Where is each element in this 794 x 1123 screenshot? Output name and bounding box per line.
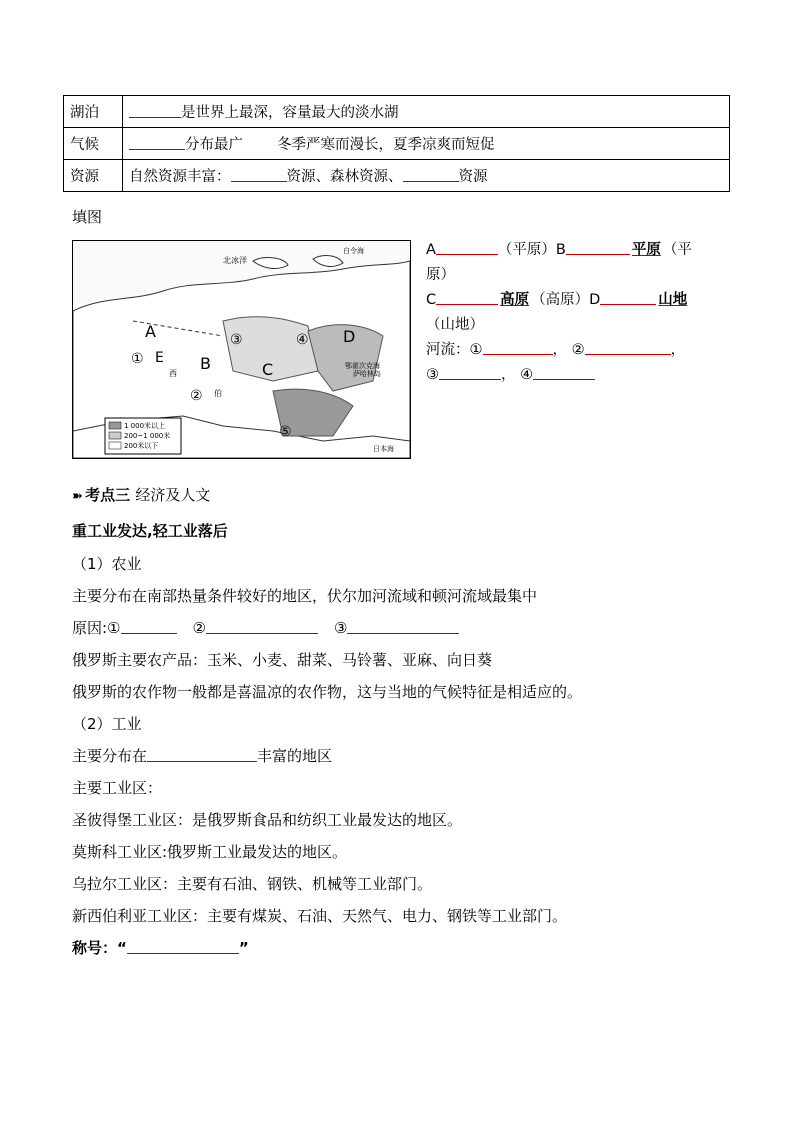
summary-table bbox=[63, 95, 730, 192]
map-drawing bbox=[73, 241, 410, 458]
answer-blank[interactable] bbox=[533, 365, 595, 380]
answer-blank[interactable] bbox=[439, 365, 501, 380]
row-label: 资源 bbox=[64, 160, 123, 192]
fill-line: A （平原）B 平原 （平 bbox=[426, 242, 692, 258]
sea-label: 日本海 bbox=[373, 445, 394, 453]
title-line: 称号：“ ” bbox=[72, 939, 249, 957]
answer-blank[interactable] bbox=[436, 290, 498, 305]
answer-blank[interactable] bbox=[600, 290, 656, 305]
paragraph: 乌拉尔工业区：主要有石油、钢铁、机械等工业部门。 bbox=[72, 875, 433, 893]
paragraph: 主要分布在南部热量条件较好的地区，伏尔加河流域和顿河流域最集中 bbox=[72, 587, 538, 605]
answer-blank[interactable] bbox=[147, 747, 257, 762]
russia-map bbox=[72, 240, 411, 459]
paragraph: 俄罗斯主要农产品：玉米、小麦、甜菜、马铃薯、亚麻、向日葵 bbox=[72, 651, 493, 669]
legend-label-high: 1 000米以上 bbox=[124, 422, 166, 430]
section-headline: 重工业发达,轻工业落后 bbox=[72, 522, 228, 540]
table-row bbox=[64, 160, 730, 192]
region-label-d: D bbox=[343, 327, 356, 346]
paragraph: 主要工业区： bbox=[72, 779, 163, 797]
table-row bbox=[64, 96, 730, 128]
river-label-3: ③ bbox=[230, 332, 243, 348]
map-text: 西 bbox=[169, 369, 177, 378]
answer-blank[interactable] bbox=[483, 340, 553, 355]
answer-blank[interactable] bbox=[206, 619, 318, 634]
answer-blank[interactable] bbox=[566, 240, 630, 255]
ocean-label: 北冰洋 bbox=[223, 256, 247, 265]
river-label-4: ④ bbox=[296, 332, 309, 348]
answer-blank[interactable] bbox=[121, 619, 177, 634]
table-row bbox=[64, 128, 730, 160]
answer-blank[interactable] bbox=[403, 167, 459, 182]
region-label-a: A bbox=[145, 322, 156, 341]
region-label-c: C bbox=[262, 360, 274, 379]
sea-label: 萨哈林岛 bbox=[353, 370, 381, 378]
region-label-e: E bbox=[155, 350, 164, 366]
answer-blank[interactable] bbox=[129, 135, 185, 150]
answer-blank[interactable] bbox=[585, 340, 671, 355]
paragraph: 俄罗斯的农作物一般都是喜温凉的农作物，这与当地的气候特征是相适应的。 bbox=[72, 683, 583, 701]
arrow-icon: ➽ bbox=[72, 489, 80, 504]
answer-blank[interactable] bbox=[129, 103, 181, 118]
fill-line: 河流：① ， ② ， bbox=[426, 342, 686, 358]
fill-line: 原） bbox=[426, 267, 455, 283]
row-content: 是世界上最深，容量最大的淡水湖 bbox=[123, 96, 730, 128]
sea-label: 鄂霍次克海 bbox=[345, 362, 380, 370]
row-label: 气候 bbox=[64, 128, 123, 160]
row-label: 湖泊 bbox=[64, 96, 123, 128]
answer-blank[interactable] bbox=[127, 939, 239, 954]
answer-blank[interactable] bbox=[231, 167, 287, 182]
map-text: 伯 bbox=[214, 389, 222, 398]
fill-line: C 高原 （高原）D 山地 bbox=[426, 292, 688, 308]
sub-heading: （2）工业 bbox=[72, 715, 142, 733]
river-label-1: ① bbox=[131, 351, 144, 367]
paragraph: 莫斯科工业区:俄罗斯工业最发达的地区。 bbox=[72, 843, 348, 861]
answer-blank[interactable] bbox=[436, 240, 498, 255]
fill-line: （山地） bbox=[426, 317, 484, 333]
row-content: 分布最广 冬季严寒而漫长，夏季凉爽而短促 bbox=[123, 128, 730, 160]
legend-label-mid: 200~1 000米 bbox=[124, 432, 171, 440]
section-title: ➽ 考点三 经济及人文 bbox=[72, 486, 211, 504]
paragraph: 主要分布在 丰富的地区 bbox=[72, 747, 333, 765]
paragraph: 新西伯利亚工业区：主要有煤炭、石油、天然气、电力、钢铁等工业部门。 bbox=[72, 907, 568, 925]
sea-label: 白令海 bbox=[343, 247, 364, 255]
fill-map-title: 填图 bbox=[72, 208, 103, 226]
region-label-b: B bbox=[200, 354, 211, 373]
paragraph: 圣彼得堡工业区：是俄罗斯食品和纺织工业最发达的地区。 bbox=[72, 811, 463, 829]
legend-label-low: 200米以下 bbox=[124, 442, 159, 450]
reason-line: 原因:① ② ③ bbox=[72, 617, 459, 638]
sub-heading: （1）农业 bbox=[72, 555, 142, 573]
row-content: 自然资源丰富： 资源、森林资源、 资源 bbox=[123, 160, 730, 192]
river-label-5: ⑤ bbox=[279, 424, 292, 440]
river-label-2: ② bbox=[190, 388, 203, 404]
map-fill-answers bbox=[426, 238, 726, 388]
answer-blank[interactable] bbox=[347, 619, 459, 634]
fill-line: ③ ， ④ bbox=[426, 363, 726, 388]
